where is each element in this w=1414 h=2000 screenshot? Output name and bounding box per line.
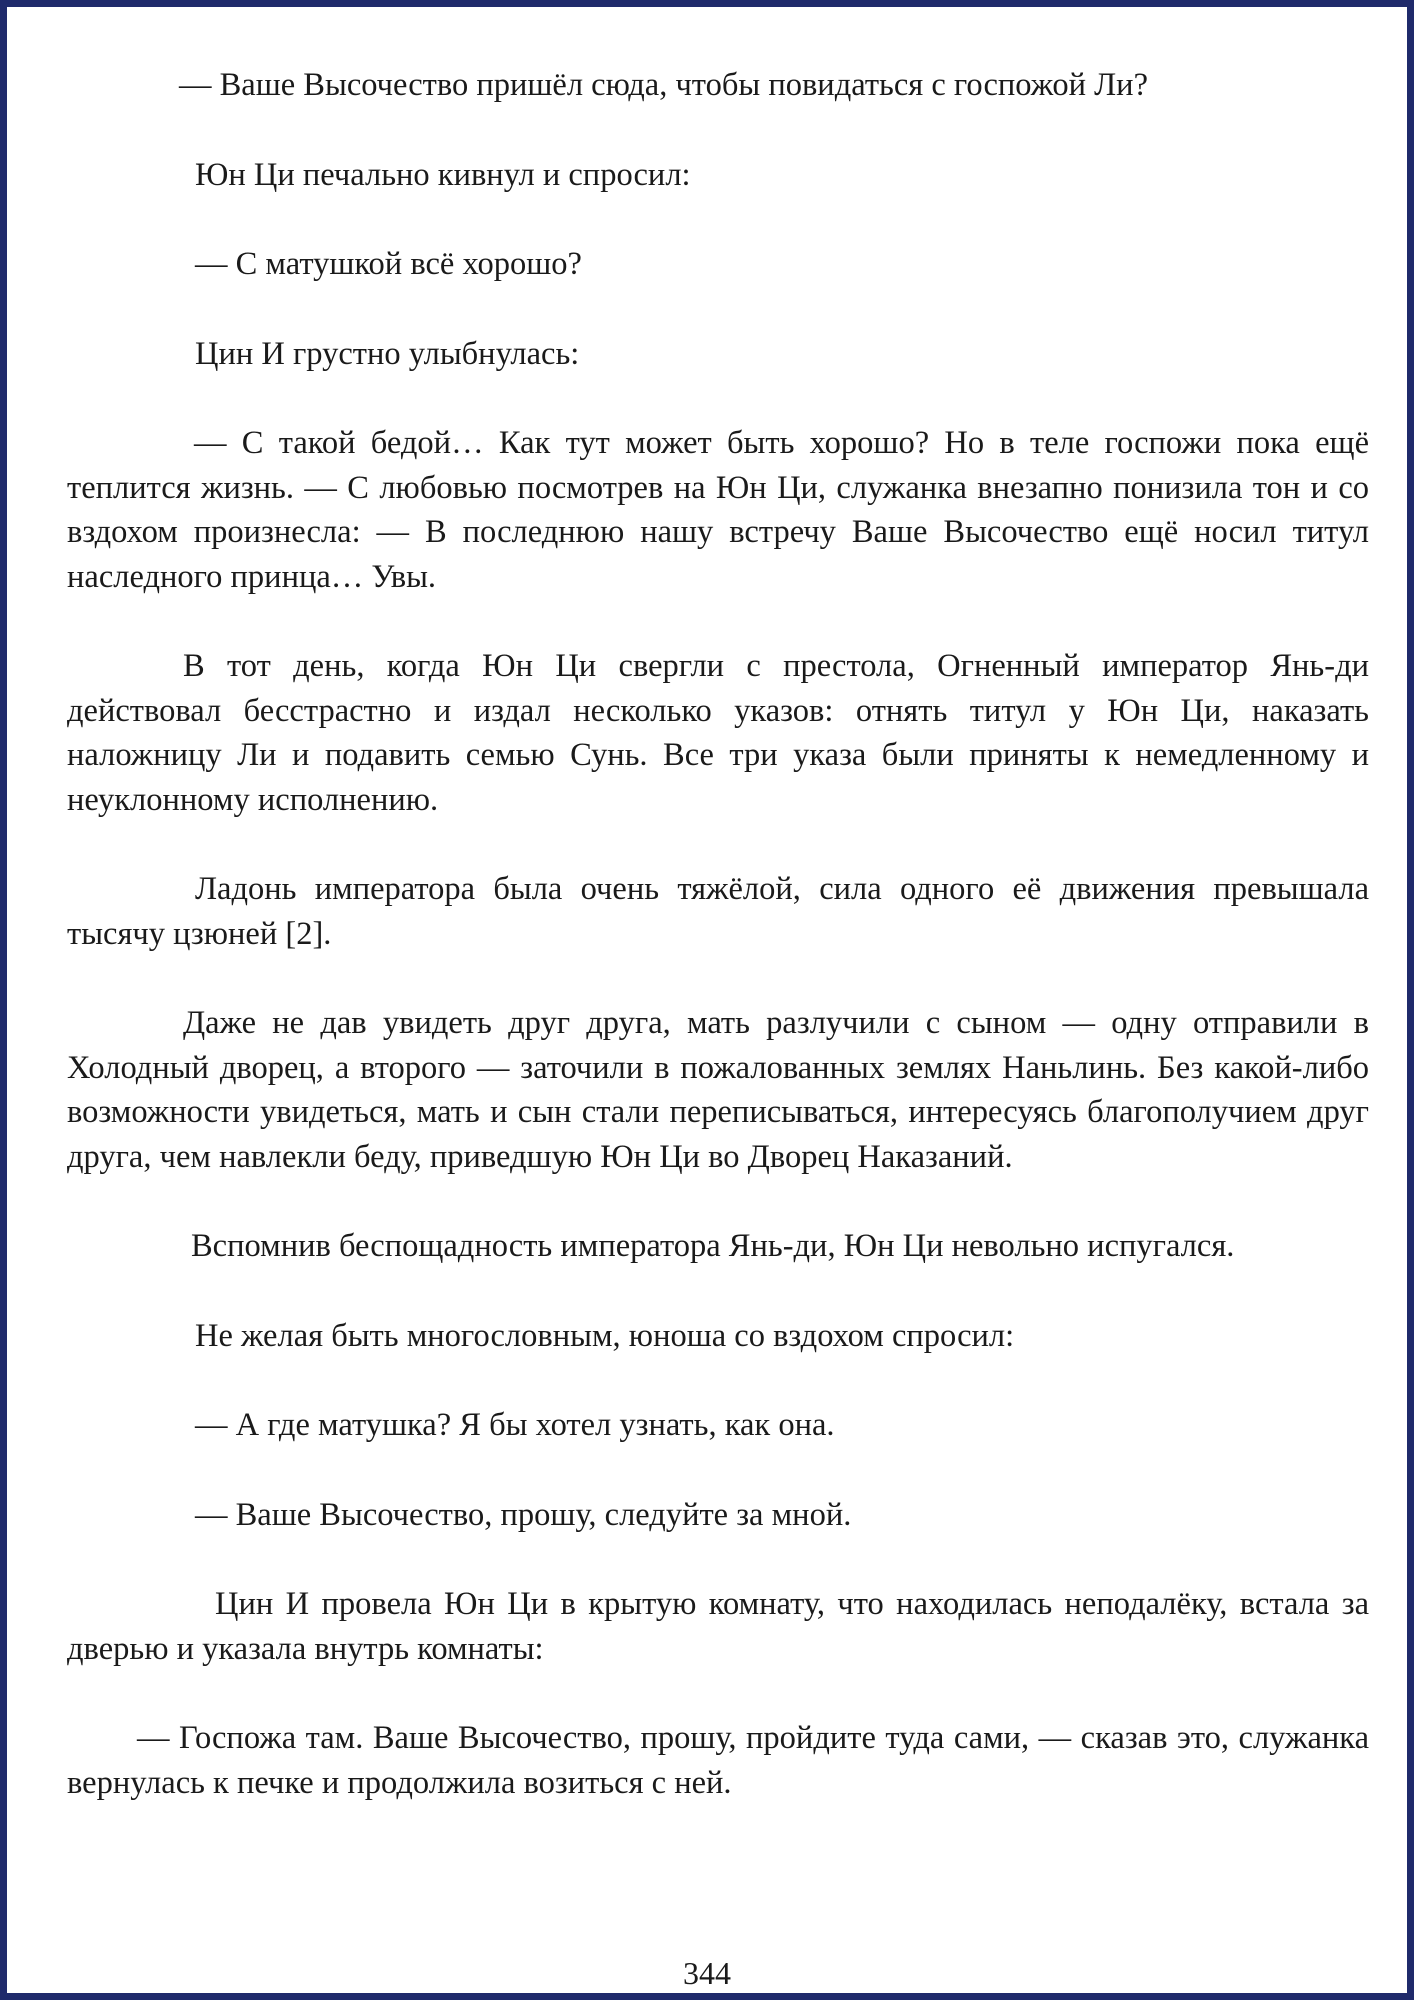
paragraph-1: — Ваше Высочество пришёл сюда, чтобы повидаться с госпожой Ли?	[179, 67, 1149, 103]
paragraph-10: Не желая быть многословным, юноша со вздохом спросил:	[195, 1317, 1015, 1354]
paragraph-12: — Ваше Высочество, прошу, следуйте за мной.	[195, 1496, 852, 1533]
paragraph-5: — С такой бедой… Как тут может быть хорошо? Но в теле госпожи пока ещё теплится жизнь. — С любовью посмотрев на Юн Ци, служанка внезапно понизила тон и со вздохом произнесла: — В последнюю нашу встречу Ваше Высочество ещё носил титул наследного принца… Увы.	[67, 425, 1369, 595]
paragraph-14: — Госпожа там. Ваше Высочество, прошу, пройдите туда сами, — сказав это, служанка вернулась к печке и продолжила возиться с ней.	[67, 1720, 1369, 1801]
paragraph-7: Ладонь императора была очень тяжёлой, сила одного её движения превышала тысячу цзюней [2].	[67, 871, 1369, 952]
paragraph-2: Юн Ци печально кивнул и спросил:	[195, 156, 691, 193]
paragraph-13: Цин И провела Юн Ци в крытую комнату, что находилась неподалёку, встала за дверью и указала внутрь комнаты:	[67, 1586, 1369, 1667]
page-text	[67, 63, 1369, 1805]
page-number: 344	[683, 1955, 731, 1991]
paragraph-3: — С матушкой всё хорошо?	[195, 246, 582, 282]
paragraph-11: — А где матушка? Я бы хотел узнать, как она.	[195, 1407, 835, 1443]
paragraph-8: Даже не дав увидеть друг друга, мать разлучили с сыном — одну отправили в Холодный дворец, а второго — заточили в пожалованных землях Наньлинь. Без какой-либо возможности увидеться, мать и сын стали переписываться, интересуясь благополучием друг друга, чем навлекли беду, приведшую Юн Ци во Дворец Наказаний.	[67, 1005, 1369, 1175]
paragraph-9: Вспомнив беспощадность императора Янь-ди, Юн Ци невольно испугался.	[191, 1228, 1235, 1264]
paragraph-6: В тот день, когда Юн Ци свергли с престола, Огненный император Янь-ди действовал бесстрастно и издал несколько указов: отнять титул у Юн Ци, наказать наложницу Ли и подавить семью Сунь. Все три указа были приняты к немедленному и неуклонному исполнению.	[67, 648, 1369, 818]
paragraph-4: Цин И грустно улыбнулась:	[195, 335, 580, 372]
